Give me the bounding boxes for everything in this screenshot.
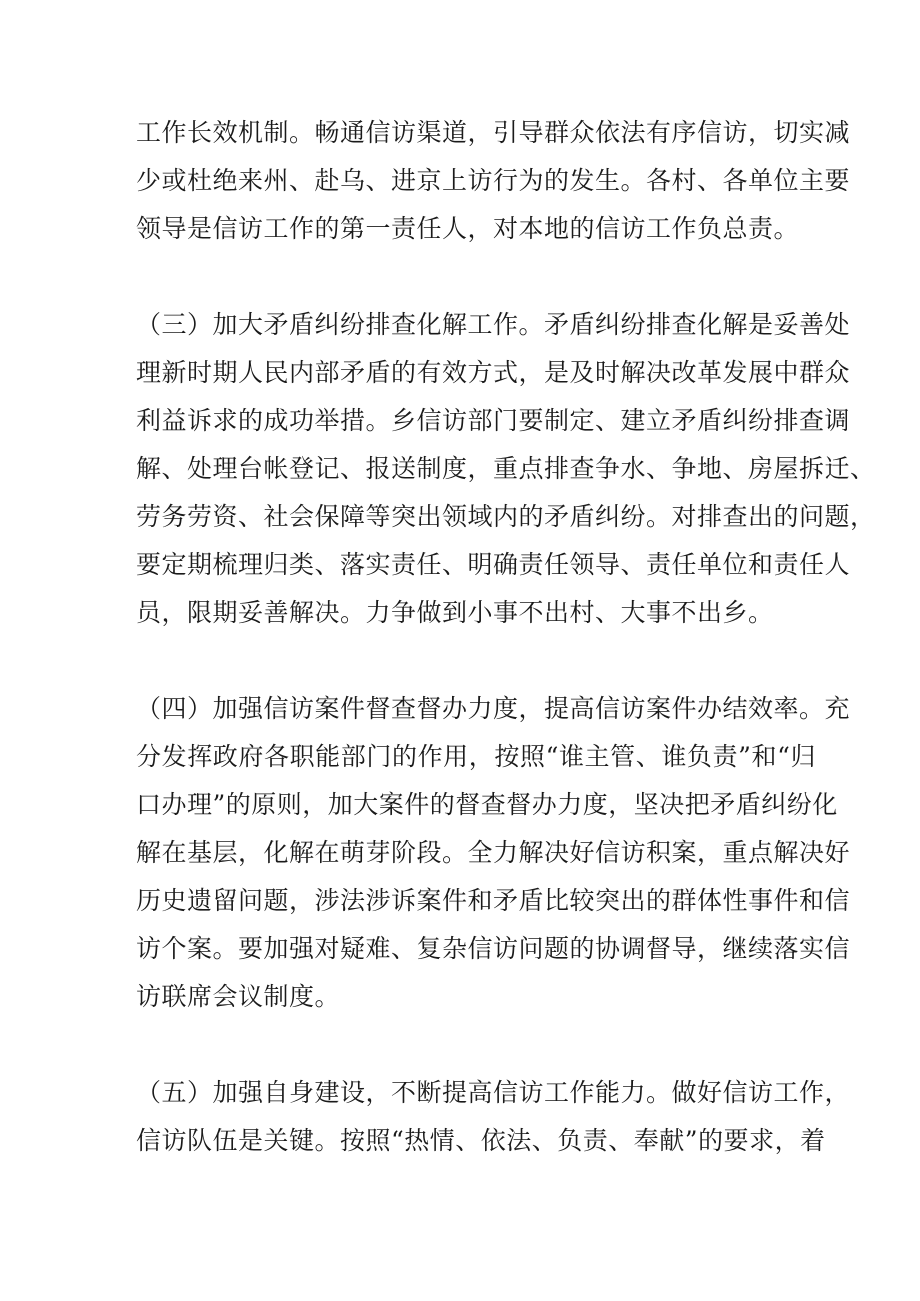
paragraph-3-line-3: 口办理”的原则，加大案件的督查督办力度，坚决把矛盾纠纷化	[136, 790, 838, 819]
paragraph-2-line-4: 解、处理台帐登记、报送制度，重点排查争水、争地、房屋拆迁、	[136, 454, 876, 483]
paragraph-1-line-2: 少或杜绝来州、赴乌、进京上访行为的发生。各村、各单位主要	[136, 166, 851, 195]
paragraph-2-line-6: 要定期梳理归类、落实责任、明确责任领导、责任单位和责任人	[136, 550, 851, 579]
paragraph-2-line-5: 劳务劳资、社会保障等突出领域内的矛盾纠纷。对排查出的问题，	[136, 502, 876, 531]
paragraph-2-line-1: （三）加大矛盾纠纷排查化解工作。矛盾纠纷排查化解是妥善处	[136, 310, 851, 339]
paragraph-3-line-4: 解在基层，化解在萌芽阶段。全力解决好信访积案，重点解决好	[136, 838, 851, 867]
paragraph-3-line-7: 访联席会议制度。	[136, 982, 341, 1011]
paragraph-3-line-5: 历史遗留问题，涉法涉诉案件和矛盾比较突出的群体性事件和信	[136, 886, 851, 915]
paragraph-1-line-3: 领导是信访工作的第一责任人，对本地的信访工作负总责。	[136, 214, 800, 243]
paragraph-2-line-3: 利益诉求的成功举措。乡信访部门要制定、建立矛盾纠纷排查调	[136, 406, 851, 435]
paragraph-3-line-6: 访个案。要加强对疑难、复杂信访问题的协调督导，继续落实信	[136, 934, 851, 963]
paragraph-2-line-7: 员，限期妥善解决。力争做到小事不出村、大事不出乡。	[136, 598, 774, 627]
paragraph-1-line-1: 工作长效机制。畅通信访渠道，引导群众依法有序信访，切实减	[136, 118, 851, 147]
paragraph-4-line-2: 信访队伍是关键。按照“热情、依法、负责、奉献”的要求，着	[136, 1126, 826, 1155]
paragraph-4-line-1: （五）加强自身建设，不断提高信访工作能力。做好信访工作，	[136, 1078, 851, 1107]
paragraph-2-line-2: 理新时期人民内部矛盾的有效方式，是及时解决改革发展中群众	[136, 358, 851, 387]
paragraph-3-line-2: 分发挥政府各职能部门的作用，按照“谁主管、谁负责”和“归	[136, 742, 816, 771]
paragraph-3-line-1: （四）加强信访案件督查督办力度，提高信访案件办结效率。充	[136, 694, 851, 723]
